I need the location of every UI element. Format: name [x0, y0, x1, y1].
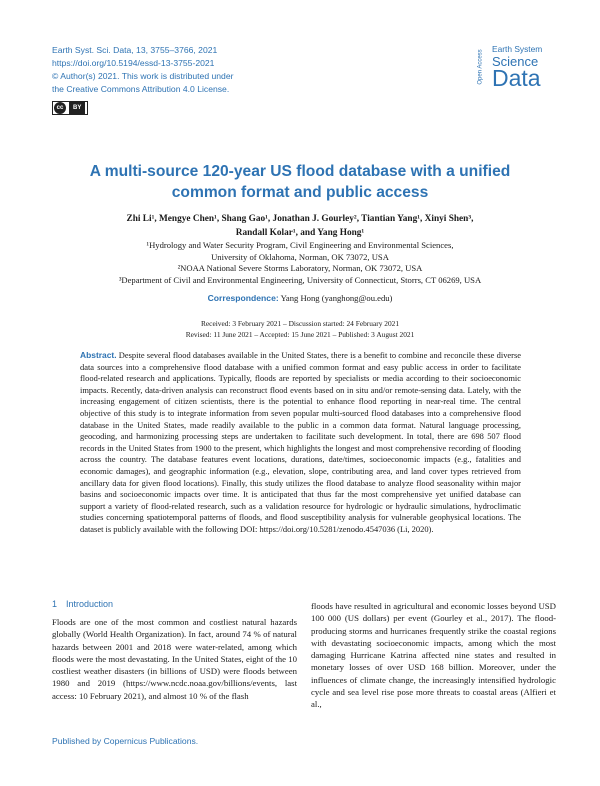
affiliation-line: ¹Hydrology and Water Security Program, Civil Engineering and Environmental Sciences, — [146, 240, 454, 250]
journal-citation: Earth Syst. Sci. Data, 13, 3755–3766, 2021 — [52, 45, 218, 55]
affiliations — [60, 240, 540, 286]
authors-line-1: Zhi Li¹, Mengye Chen¹, Shang Gao¹, Jonathan J. Gourley², Tiantian Yang¹, Xinyi Shen³, — [126, 214, 474, 224]
correspondence-label: Correspondence: — [207, 293, 279, 303]
cc-icon: cc — [54, 102, 66, 114]
section-number: 1 — [52, 599, 58, 609]
logo-science: Science — [492, 54, 539, 69]
body-column-left: Floods are one of the most common and costliest natural hazards globally (World Health Organization). In fact, around 74 % of natural hazards between 2001 and 2018 were water-related, among which floods were the most devastating. In the United States, eight of the 10 costliest weather disasters (in billions of USD) were floods between 1980 and 2019 (https://www.ncdc.noaa.gov/billions/events, last access: 10 February 2021), and almost 10 % of the flash — [52, 617, 297, 701]
dates-line-1: Received: 3 February 2021 – Discussion started: 24 February 2021 — [200, 319, 400, 328]
logo-earth-system: Earth System — [492, 44, 543, 54]
journal-logo — [477, 44, 560, 91]
title-line-2: common format and public access — [171, 184, 429, 201]
open-access-label: Open Access — [477, 49, 484, 85]
section-title: Introduction — [66, 599, 114, 609]
abstract-label: Abstract. — [80, 350, 117, 360]
publisher-footer: Published by Copernicus Publications. — [52, 736, 199, 746]
dates-line-2: Revised: 11 June 2021 – Accepted: 15 June 2021 – Published: 3 August 2021 — [185, 330, 415, 339]
affiliation-line: University of Oklahoma, Norman, OK 73072, USA — [211, 251, 389, 262]
section-heading — [52, 599, 113, 609]
abstract-text: Despite several flood databases available in the United States, there is a benefit to combine and reconcile these diverse data sources into a comprehensive flood database with a unified common format and easy public access in order to facilitate flood-related research and applications. Typically, floods are reported by specialists or media according to their socioeconomic impacts. Recently, data-driven analysis can reconstruct flood events based on in situ and/or remote-sensing data. Lately, with the increasing engagement of citizen scientists, there is the potential to enhance flood reporting in near-real time. The central objective of this study is to integrate information from seven popular multi-sourced flood databases into a comprehensive flood database in the United States, made readily available to the public in a common data format. Natural language processing, geocoding, and harmonizing processing steps are undertaken to facilitate such development. In total, there are 698 507 flood records in the United States from 1900 to the present, which highlights the longest and most comprehensive recording of flooding across the country. The database features event locations, durations, date/times, socioeconomic impacts (e.g., fatalities and economic damages), and geographic information (e.g., elevation, slope, contributing area, and land cover types retrieved from ancillary data for given flood locations). Finally, this study utilizes the flood database to analyze flood seasonality within major basins and socioeconomic impacts over time. It is anticipated that thus far the most comprehensive yet unified database can support a variety of flood-related research, such as a validation resource for hydrologic or hydraulic simulations, hydroclimatic studies concerning spatiotemporal patterns of floods, and flood susceptibility analysis for vulnerable geophysical locations. The dataset is publicly available with the following DOI: https://doi.org/10.5281/zenodo.4547036 (Li, 2020). — [80, 350, 522, 534]
affiliation-line: ³Department of Civil and Environmental Engineering, University of Connecticut, Storrs, CT 06269, USA — [118, 274, 482, 285]
authors-line-2: Randall Kolar¹, and Yang Hong¹ — [235, 228, 365, 238]
publication-dates — [60, 318, 540, 340]
by-label: BY — [69, 102, 85, 114]
title-line-1: A multi-source 120-year US flood database with a unified — [89, 163, 511, 180]
logo-data: Data — [492, 65, 541, 91]
author-list — [60, 212, 540, 240]
correspondence — [60, 293, 540, 303]
body-column-right: floods have resulted in agricultural and economic losses beyond USD 100 000 (US dollars) per event (Gourley et al., 2017). The flood-producing storms and hurricanes frequently strike the coastal regions with devastating socioeconomic impacts, among which the most damaging Hurricane Katrina affected nine states and resulted in monetary losses of over USD 168 billion. Moreover, under the influences of climate change, the increasingly intensified hydrologic cycle and sea level rise pose more threats to coastal areas (Alfieri et al., — [311, 601, 556, 710]
affiliation-line: ²NOAA National Severe Storms Laboratory, Norman, OK 73072, USA — [177, 263, 423, 273]
correspondence-email[interactable]: Yang Hong (yanghong@ou.edu) — [280, 293, 393, 303]
copyright-notice: © Author(s) 2021. This work is distributed under — [52, 71, 234, 81]
abstract — [80, 350, 521, 536]
doi-link[interactable]: https://doi.org/10.5194/essd-13-3755-2021 — [52, 58, 215, 68]
paper-title — [40, 161, 560, 203]
cc-by-license-icon[interactable] — [52, 101, 88, 115]
license-link[interactable]: the Creative Commons Attribution 4.0 License. — [52, 84, 230, 94]
journal-header — [52, 44, 312, 115]
